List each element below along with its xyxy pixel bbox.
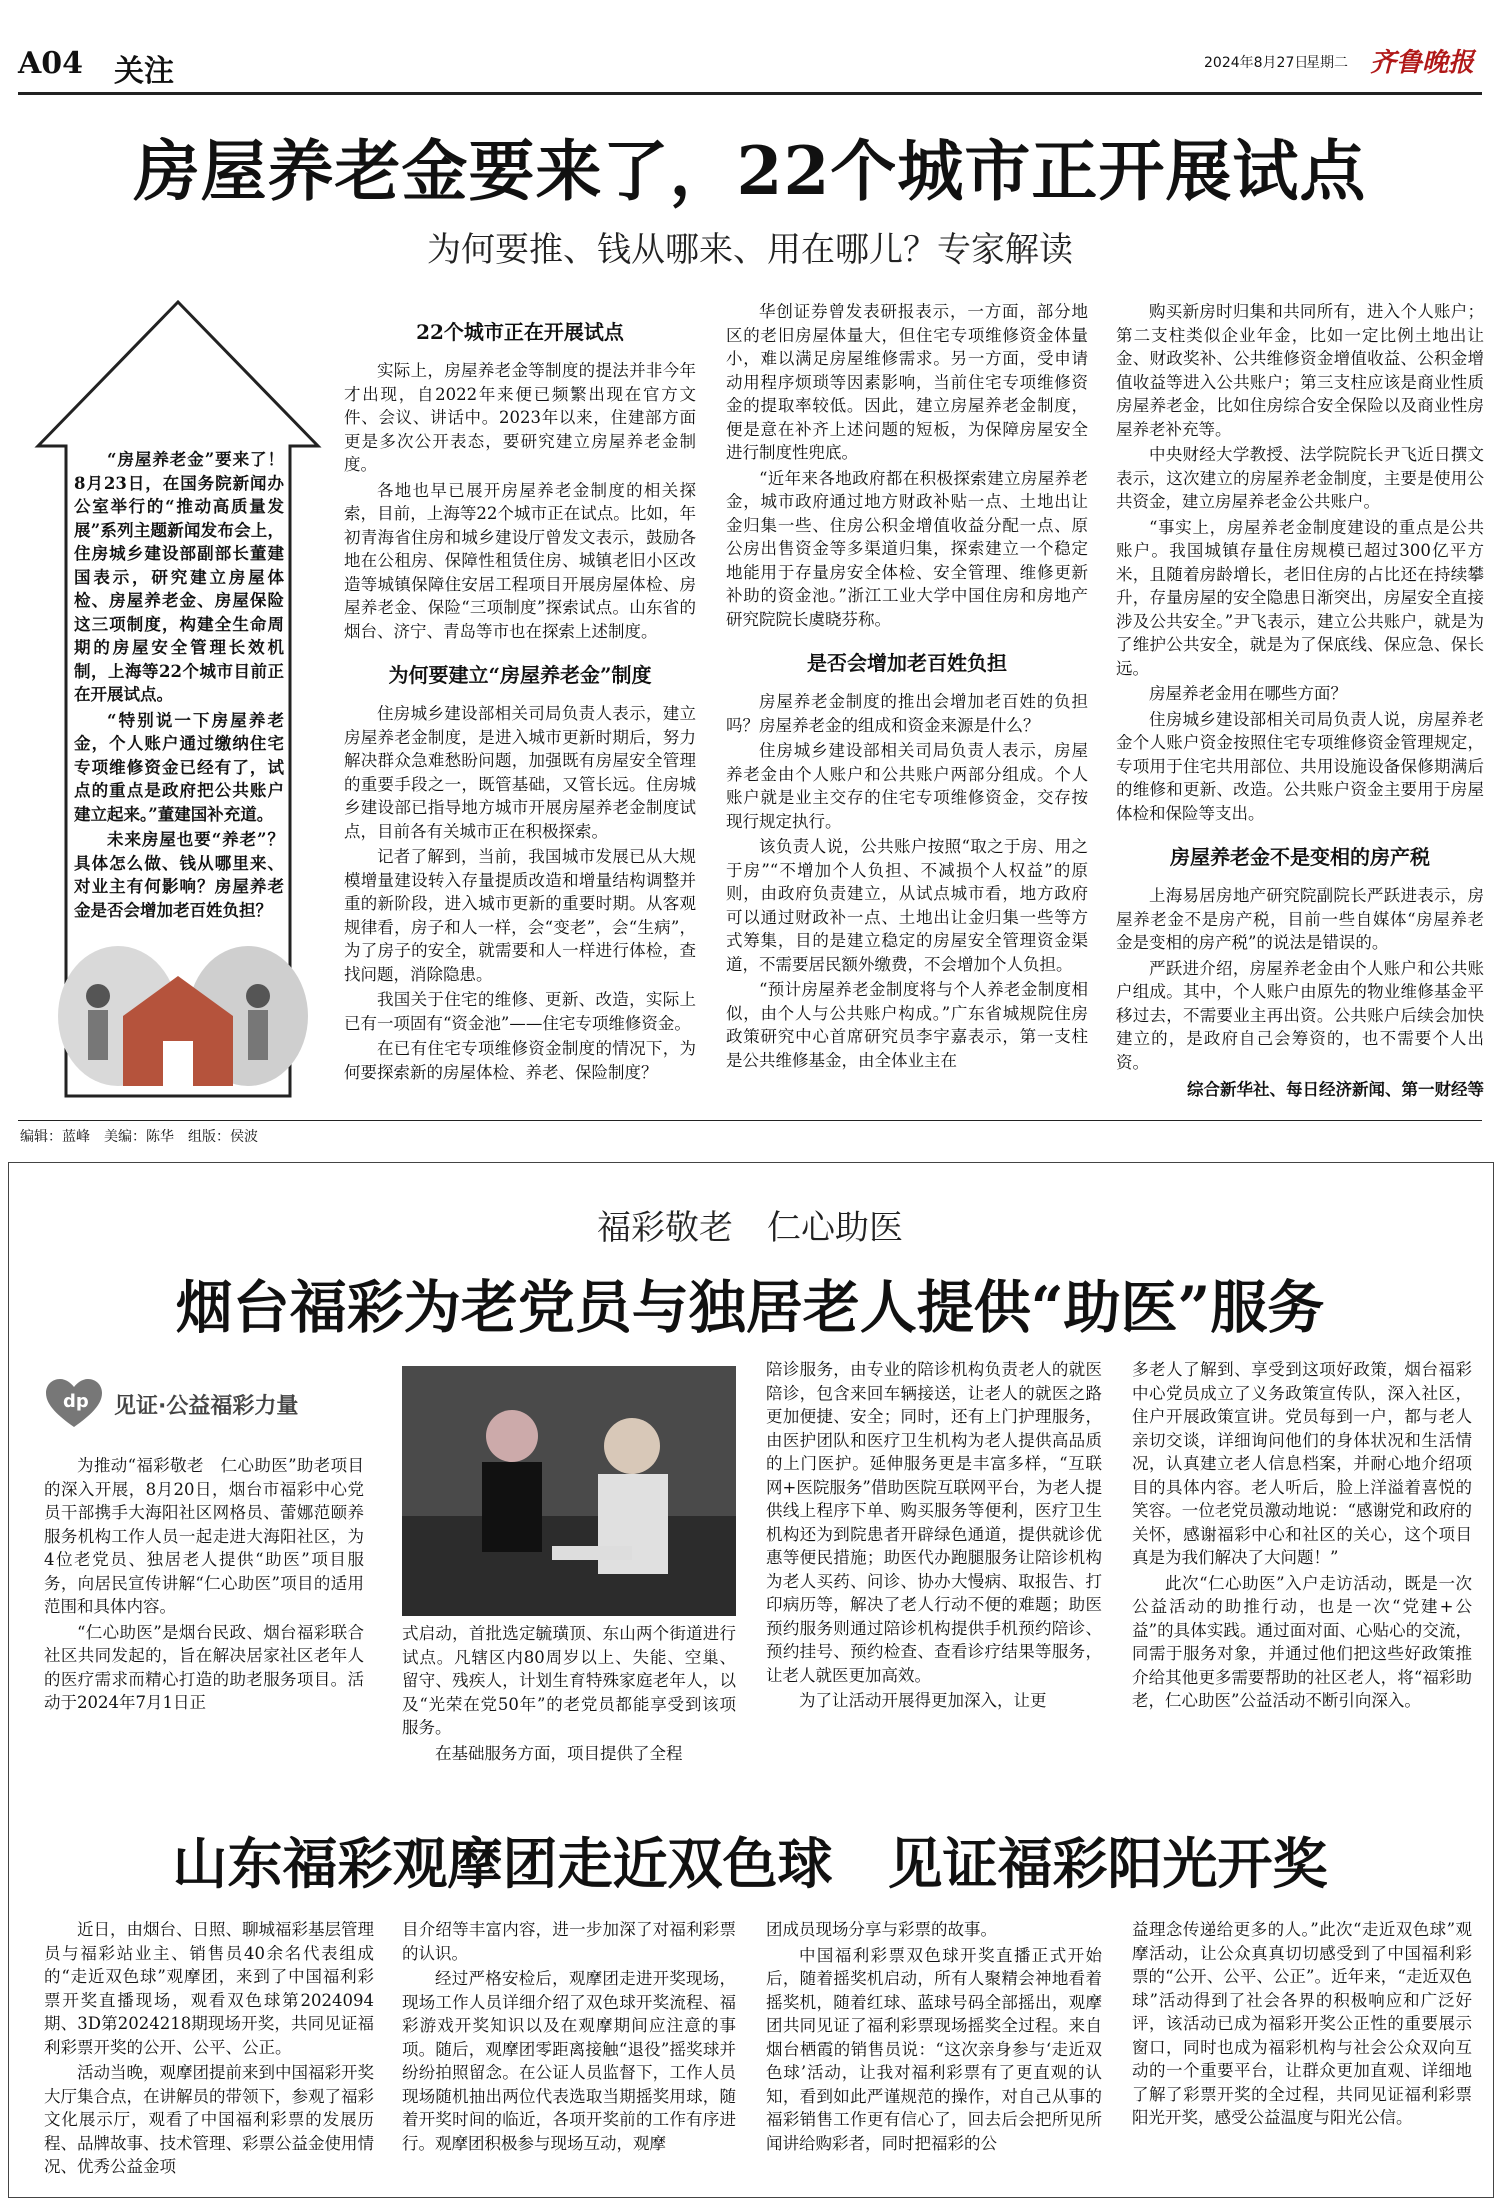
article-headline: 房屋养老金要来了，22个城市正开展试点 [133, 132, 1367, 210]
issue-weekday: 星期二 [1306, 55, 1348, 71]
body-paragraph: 在基础服务方面，项目提供了全程 [435, 1743, 683, 1763]
ad1-column-4 [1132, 1358, 1472, 1715]
intro-paragraph: “房屋养老金”要来了！8月23日，在国务院新闻办公室举行的“推动高质量发展”系列主题新闻发布会上，住房城乡建设部副部长董建国表示，研究建立房屋体检、房屋养老金、房屋保险这三项制度，构建全生命周期的房屋安全管理长效机制，上海等22个城市目前正在开展试点。 [74, 450, 284, 704]
ad2-column-2 [402, 1918, 736, 2157]
photo-figures-illustration [402, 1366, 736, 1616]
section-heading: 22个城市正在开展试点 [416, 320, 624, 344]
body-paragraph: 陪诊服务，由专业的陪诊机构负责老人的就医陪诊，包含来回车辆接送，让老人的就医之路更加便捷、安全；同时，还有上门护理服务，由医护团队和医疗卫生机构为老人提供高品质的上门医护。延伸服务更是丰富多样，“互联网+医院服务”借助医院互联网平台，为老人提供线上程序下单、购买服务等便利，医疗卫生机构还为到院患者开辟绿色通道，提供就诊优惠等便民措施；助医代办跑腿服务让陪诊机构为老人买药、问诊、协办大慢病、取报告、打印病历等，解决了老人行动不便的难题；助医预约服务则通过陪诊机构提供手机预约陪诊、预约挂号、预约检查、查看诊疗结果等服务，让老人就医更加高效。 [766, 1360, 1102, 1685]
body-paragraph: 中国福利彩票双色球开奖直播正式开始后，随着摇奖机启动，所有人聚精会神地看着摇奖机，随着红球、蓝球号码全部摇出，观摩团共同见证了福利彩票现场摇奖全过程。来自烟台栖霞的销售员说：“这次亲身参与‘走近双色球’活动，让我对福利彩票有了更直观的认知，看到如此严谨规范的操作，对自己从事的福彩销售工作更有信心了，回去后会把所见所闻讲给购彩者，同时把福彩的公 [766, 1945, 1102, 2153]
body-paragraph: 近日，由烟台、日照、聊城福彩基层管理员与福彩站业主、销售员40余名代表组成的“走近双色球”观摩团，来到了中国福利彩票开奖直播现场，观看双色球第2024094期、3D第2024218期现场开奖，共同见证福利彩票开奖的公开、公平、公正。 [44, 1920, 374, 2057]
issue-date: 2024年8月27日 [1204, 55, 1309, 71]
intro-paragraph: 未来房屋也要“养老”？具体怎么做、钱从哪里来、对业主有何影响？房屋养老金是否会增加老百姓负担？ [74, 830, 284, 920]
body-paragraph: “近年来各地政府都在积极探索建立房屋养老金，城市政府通过地方财政补贴一点、土地出让金归集一些、住房公积金增值收益分配一点、原公房出售资金等多渠道归集，探索建立一个稳定地能用于存量房安全体检、安全管理、维修更新补助的资金池。”浙江工业大学中国住房和房地产研究院院长虞晓芬称。 [726, 468, 1088, 629]
body-paragraph: 为推动“福彩敬老 仁心助医”助老项目的深入开展，8月20日，烟台市福彩中心党员干部携手大海阳社区网格员、蕾娜范颐养服务机构工作人员一起走进大海阳社区，为4位老党员、独居老人提供“助医”项目服务，向居民宣传讲解“仁心助医”项目的适用范围和具体内容。 [44, 1456, 364, 1616]
body-paragraph: 在已有住宅专项维修资金制度的情况下，为何要探索新的房屋体检、养老、保险制度？ [344, 1039, 696, 1082]
body-paragraph: 华创证券曾发表研报表示，一方面，部分地区的老旧房屋体量大，但住宅专项维修资金体量小，难以满足房屋维修需求。另一方面，受申请动用程序烦琐等因素影响，当前住宅专项维修资金的提取率较低。因此，建立房屋养老金制度，便是意在补齐上述问题的短板，为保障房屋安全进行制度性兜底。 [726, 302, 1088, 462]
body-paragraph: “仁心助医”是烟台民政、烟台福彩联合社区共同发起的，旨在解决居家社区老年人的医疗需求而精心打造的助老服务项目。活动于2024年7月1日正 [44, 1622, 364, 1712]
body-paragraph: 住房城乡建设部相关司局负责人说，房屋养老金个人账户资金按照住宅专项维修资金管理规定，专项用于住宅共用部位、共用设施设备保修期满后的维修和更新、改造。公共账户资金主要用于房屋体检和保险等支出。 [1116, 709, 1484, 823]
ad2-column-4 [1132, 1918, 1472, 2132]
volunteer-visit-photo [402, 1366, 736, 1616]
ad2-headline: 山东福彩观摩团走近双色球 见证福彩阳光开奖 [172, 1831, 1328, 1896]
body-paragraph: 房屋养老金制度的推出会增加老百姓的负担吗？房屋养老金的组成和资金来源是什么？ [726, 692, 1088, 735]
credits-rule [18, 1120, 1482, 1121]
welfare-logo [44, 1372, 364, 1436]
ad1-column-1 [44, 1372, 364, 1717]
ad1-kicker: 福彩敬老 仁心助医 [597, 1208, 903, 1248]
page-header [18, 40, 1482, 94]
ad1-column-3 [766, 1358, 1102, 1715]
logo-text: 见证·公益福彩力量 [114, 1393, 299, 1419]
intro-box [28, 296, 328, 1106]
body-paragraph: 为了让活动开展得更加深入，让更 [799, 1691, 1047, 1710]
page-number: A04 [18, 46, 84, 81]
article-column-2 [726, 300, 1088, 1074]
body-paragraph: “事实上，房屋养老金制度建设的重点是公共账户。我国城镇存量住房规模已超过300亿平方米，且随着房龄增长，老旧住房的占比还在持续攀升，存量房屋的安全隐患日渐突出，房屋安全直接涉及公共安全。”尹飞表示，建立公共账户，就是为了维护公共安全，就是为了保底线、保应急、保长远。 [1116, 517, 1484, 678]
section-name: 关注 [114, 54, 174, 89]
body-paragraph: 住房城乡建设部相关司局负责人表示，房屋养老金由个人账户和公共账户两部分组成。个人账户就是业主交存的住宅专项维修资金，交存按现行规定执行。 [726, 741, 1088, 831]
body-paragraph: 住房城乡建设部相关司局负责人表示，建立房屋养老金制度，是进入城市更新时期后，努力解决群众急难愁盼问题，加强既有房屋安全管理的重要手段之一，既管基础，又管长远。住房城乡建设部已指导地方城市开展房屋养老金制度试点，目前各有关城市正在积极探索。 [344, 704, 696, 841]
ad1-column-2 [402, 1366, 736, 1767]
svg-text:dp: dp [63, 1391, 89, 1412]
body-paragraph: 严跃进介绍，房屋养老金由个人账户和公共账户组成。其中，个人账户由原先的物业维修基金平移过去，不需要业主再出资。公共账户后续会加快建立的，是政府自己会筹资的，也不需要个人出资。 [1116, 958, 1484, 1072]
ad1-headline: 烟台福彩为老党员与独居老人提供“助医”服务 [175, 1274, 1325, 1341]
body-paragraph: 记者了解到，当前，我国城市发展已从大规模增量建设转入存量提质改造和增量结构调整并重的新阶段，进入城市更新的重要时期。从客观规律看，房子和人一样，会“变老”，会“生病”，为了房子的安全，就需要和人一样进行体检，查找问题，消除隐患。 [344, 847, 696, 984]
editor-credits: 编辑：蓝峰 美编：陈华 组版：侯波 [20, 1129, 258, 1145]
body-paragraph: 活动当晚，观摩团提前来到中国福彩开奖大厅集合点，在讲解员的带领下，参观了福彩文化展示厅，观看了中国福利彩票的发展历程、品牌故事、技术管理、彩票公益金使用情况、优秀公益金项 [44, 2063, 374, 2176]
body-paragraph: 目介绍等丰富内容，进一步加深了对福利彩票的认识。 [402, 1920, 736, 1963]
intro-text [74, 448, 284, 924]
body-paragraph: 各地也早已展开房屋养老金制度的相关探索，目前，上海等22个城市正在试点。比如，年初青海省住房和城乡建设厅曾发文表示，鼓励各地在公租房、保障性租赁住房、城镇老旧小区改造等城镇保障住安居工程项目开展房屋体检、房屋养老金、保险“三项制度”探索试点。山东省的烟台、济宁、青岛等市也在探索上述制度。 [344, 480, 696, 641]
ad2-column-1 [44, 1918, 374, 2181]
article-column-3 [1116, 300, 1484, 1100]
body-paragraph: 中央财经大学教授、法学院院长尹飞近日撰文表示，这次建立的房屋养老金制度，主要是使用公共资金，建立房屋养老金公共账户。 [1116, 445, 1484, 511]
body-paragraph: 此次“仁心助医”入户走访活动，既是一次公益活动的助推行动，也是一次“党建+公益”的具体实践。通过面对面、心贴心的交流，同需于服务对象，并通过他们把这些好政策推介给其他更多需要帮助的社区老人，将“福彩助老，仁心助医”公益活动不断引向深入。 [1132, 1573, 1472, 1710]
paper-logo: 齐鲁晚报 [1370, 48, 1475, 78]
body-paragraph: 团成员现场分享与彩票的故事。 [766, 1920, 997, 1939]
article-column-1 [344, 310, 696, 1086]
body-paragraph: 益理念传递给更多的人。”此次“走近双色球”观摩活动，让公众真真切切感受到了中国福利彩票的“公开、公平、公正”。近年来，“走近双色球”活动得到了社会各界的积极响应和广泛好评，该活动已成为福彩开奖公正性的重要展示窗口，同时也成为福彩机构与社会公众双向互动的一个重要平台，让群众更加直观、详细地了解了彩票开奖的全过程，共同见证福利彩票阳光开奖，感受公益温度与阳光公信。 [1132, 1920, 1472, 2127]
body-paragraph: 实际上，房屋养老金等制度的提法并非今年才出现，自2022年来便已频繁出现在官方文件、会议、讲话中。2023年以来，住建部方面更是多次公开表态，要研究建立房屋养老金制度。 [344, 361, 696, 474]
body-paragraph: 经过严格安检后，观摩团走进开奖现场，现场工作人员详细介绍了双色球开奖流程、福彩游戏开奖知识以及在观摩期间应注意的事项。随后，观摩团零距离接触“退役”摇奖球并纷纷拍照留念。在公证人员监督下，工作人员现场随机抽出两位代表选取当期摇奖用球，随着开奖时间的临近，各项开奖前的工作有序进行。观摩团积极参与现场互动，观摩 [402, 1969, 736, 2153]
intro-paragraph: “特别说一下房屋养老金，个人账户通过缴纳住宅专项维修资金已经有了，试点的重点是政府把公共账户建立起来。”董建国补充道。 [74, 710, 284, 824]
article-subheadline: 为何要推、钱从哪来、用在哪儿？专家解读 [427, 230, 1073, 270]
body-paragraph: “预计房屋养老金制度将与个人养老金制度相似，由个人与公共账户构成。”广东省城规院住房政策研究中心首席研究员李宇嘉表示，第一支柱是公共维修基金，由全体业主在 [726, 980, 1088, 1070]
section-heading: 房屋养老金不是变相的房产税 [1170, 845, 1430, 869]
body-paragraph: 多老人了解到、享受到这项好政策，烟台福彩中心党员成立了义务政策宣传队，深入社区，住户开展政策宣讲。党员每到一户，都与老人亲切交谈，详细询问他们的身体状况和生活情况，认真建立老人信息档案，并耐心地介绍项目的具体内容。老人听后，脸上洋溢着喜悦的笑容。一位老党员激动地说：“感谢党和政府的关怀，感谢福彩中心和社区的关心，这个项目真是为我们解决了大问题！” [1132, 1360, 1472, 1567]
body-paragraph: 房屋养老金用在哪些方面？ [1149, 684, 1347, 703]
body-paragraph: 购买新房时归集和共同所有，进入个人账户；第二支柱类似企业年金，比如一定比例土地出让金、财政奖补、公共维修资金增值收益、公积金增值收益等进入公共账户；第三支柱应该是商业性质房屋养老金，比如住房综合安全保险以及商业性房屋养老补充等。 [1116, 302, 1484, 439]
heart-hand-icon [44, 1377, 104, 1431]
ad2-column-3 [766, 1918, 1102, 2157]
section-heading: 是否会增加老百姓负担 [807, 651, 1007, 675]
body-paragraph: 上海易居房地产研究院副院长严跃进表示，房屋养老金不是房产税，目前一些自媒体“房屋养老金是变相的房产税”的说法是错误的。 [1116, 886, 1484, 952]
body-paragraph: 该负责人说，公共账户按照“取之于房、用之于房”“不增加个人负担、不减损个人权益”的原则，由政府负责建立，从试点城市看，地方政府可以通过财政补一点、土地出让金归集一些等方式筹集，目的是建立稳定的房屋安全管理资金渠道，不需要居民额外缴费，不会增加个人负担。 [726, 837, 1088, 974]
body-paragraph: 式启动，首批选定毓璜顶、东山两个街道进行试点。凡辖区内80周岁以上、失能、空巢、留守、残疾人，计划生育特殊家庭老年人，以及“光荣在党50年”的老党员都能享受到该项服务。 [402, 1624, 736, 1737]
section-heading: 为何要建立“房屋养老金”制度 [388, 663, 652, 687]
body-paragraph: 我国关于住宅的维修、更新、改造，实际上已有一项固有“资金池”——住宅专项维修资金。 [344, 990, 696, 1033]
article-source: 综合新华社、每日经济新闻、第一财经等 [1187, 1080, 1484, 1099]
header-rule [18, 92, 1482, 95]
